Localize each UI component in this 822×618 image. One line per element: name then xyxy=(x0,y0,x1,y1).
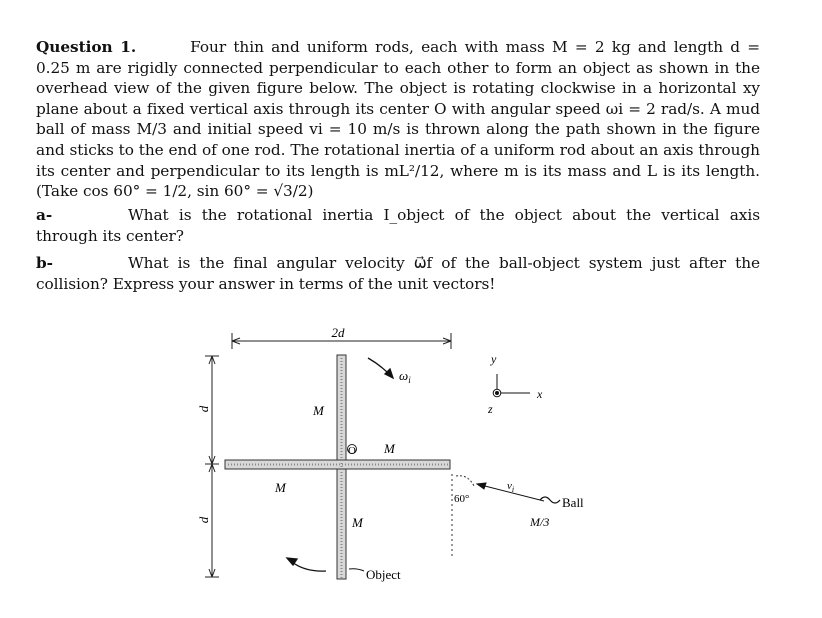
object-pointer xyxy=(349,569,364,571)
velocity-label: $v_i$ xyxy=(507,480,515,494)
ball-mass-label: M/3 xyxy=(530,515,550,529)
omega-label: $\omega_i$ xyxy=(399,368,411,385)
angle-label: 60° xyxy=(454,493,470,505)
omega-arrow xyxy=(368,358,393,378)
center-label: O xyxy=(348,445,356,457)
axis-z-label: z xyxy=(488,402,493,416)
part-b-text: What is the final angular velocity ω⃗f of the ball-object system just after the collision? Express your answer in terms of the unit vectors! xyxy=(36,254,760,293)
coordinate-axes xyxy=(493,374,530,397)
height-dimension xyxy=(205,356,219,577)
right-rod-mass-label: M xyxy=(384,441,395,456)
width-label: 2d xyxy=(331,325,345,340)
part-b-label: b- xyxy=(36,254,53,272)
question-text: Four thin and uniform rods, each with mass M = 2 kg and length d = 0.25 m are rigidly connected perpendicular to each other to form an object as shown in the overhead view of the given figure below. The object is rotating clockwise in a horizontal xy plane about a fixed vertical axis through its center O with angular speed ωi = 2 rad/s. A mud ball of mass M/3 and initial speed vi = 10 m/s is thrown along the path shown in the figure and sticks to the end of one rod. The rotational inertia of a uniform rod about an axis through its center and perpendicular to its length is mL²/12, where m is its mass and L is its length. (Take cos 60° = 1/2, sin 60° = √3/2) xyxy=(36,38,760,201)
question-label: Question 1. xyxy=(36,38,137,56)
ball-squiggle xyxy=(540,497,560,503)
lower-d-label: d xyxy=(196,516,211,524)
axis-x-label: x xyxy=(537,387,543,401)
bottom-rotation-arrow xyxy=(287,558,326,571)
rods xyxy=(225,355,450,579)
part-a-label: a- xyxy=(36,206,53,224)
left-rod-mass-label: M xyxy=(275,480,286,495)
axis-y-label: y xyxy=(491,352,497,366)
bottom-rod-mass-label: M xyxy=(352,515,363,530)
part-a-text: What is the rotational inertia I_object of the object about the vertical axis through its center? xyxy=(36,206,760,245)
top-rod-mass-label: M xyxy=(313,403,324,418)
ball-label: Ball xyxy=(562,495,584,510)
object-label: Object xyxy=(366,567,401,582)
upper-d-label: d xyxy=(196,405,211,413)
